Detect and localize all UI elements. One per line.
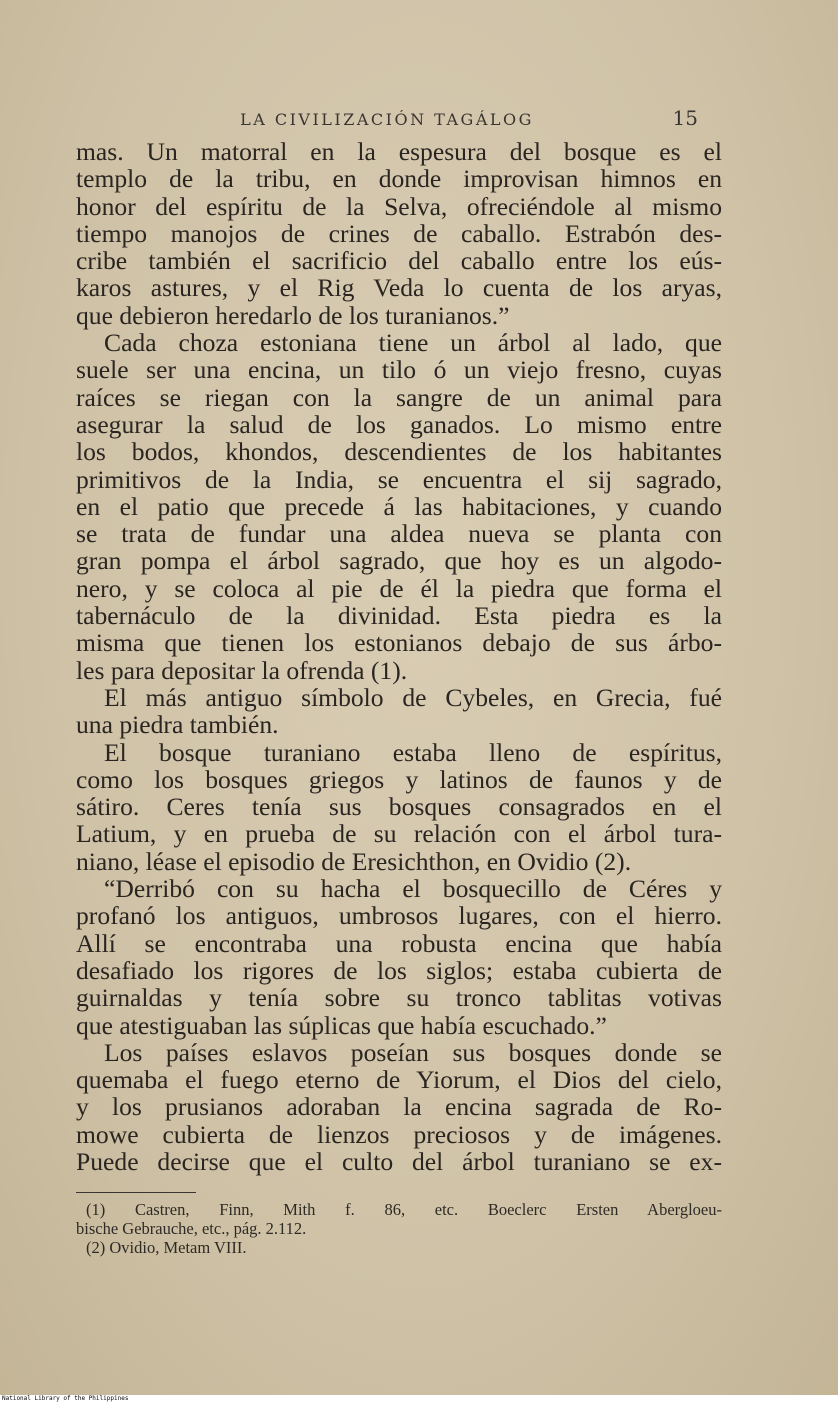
text-line: El más antiguo símbolo de Cybeles, en Grecia, fué: [104, 682, 722, 712]
text-line: honor del espíritu de la Selva, ofreciéndole al mismo: [76, 191, 722, 221]
text-line: profanó los antiguos, umbrosos lugares, con el hierro.: [76, 901, 722, 931]
text-line: nero, y se coloca al pie de él la piedra que forma el: [76, 573, 722, 603]
text-line: “Derribó con su hacha el bosquecillo de Céres y: [104, 874, 722, 904]
text-line: karos astures, y el Rig Veda lo cuenta de los aryas,: [76, 273, 722, 303]
text-line: misma que tienen los estonianos debajo de sus árbo-: [76, 628, 722, 658]
text-line: que debieron heredarlo de los turanianos.”: [76, 300, 510, 330]
text-line: Los países eslavos poseían sus bosques donde se: [104, 1037, 722, 1067]
text-line: gran pompa el árbol sagrado, que hoy es un algodo-: [76, 546, 722, 576]
text-line: quemaba el fuego eterno de Yiorum, el Dios del cielo,: [76, 1065, 722, 1095]
text-line: guirnaldas y tenía sobre su tronco tablitas votivas: [76, 983, 722, 1013]
text-line: Puede decirse que el culto del árbol turaniano se ex-: [76, 1146, 722, 1176]
text-line: niano, léase el episodio de Eresichthon, en Ovidio (2).: [76, 846, 632, 876]
footnote-line: bische Gebrauche, etc., pág. 2.112.: [76, 1219, 307, 1238]
text-line: El bosque turaniano estaba lleno de espíritus,: [104, 737, 722, 767]
body-text: [76, 138, 722, 1175]
text-line: templo de la tribu, en donde improvisan himnos en: [76, 164, 722, 194]
text-line: una piedra también.: [76, 710, 279, 740]
text-line: asegurar la salud de los ganados. Lo mismo entre: [76, 409, 722, 439]
text-line: que atestiguaban las súplicas que había escuchado.”: [76, 1010, 607, 1040]
text-line: les para depositar la ofrenda (1).: [76, 655, 408, 685]
text-line: se trata de fundar una aldea nueva se planta con: [76, 519, 722, 549]
text-line: raíces se riegan con la sangre de un animal para: [76, 382, 722, 412]
text-line: suele ser una encina, un tilo ó un viejo fresno, cuyas: [76, 355, 722, 385]
text-line: mowe cubierta de lienzos preciosos y de imágenes.: [76, 1119, 722, 1149]
footnote-line: (2) Ovidio, Metam VIII.: [86, 1238, 247, 1257]
text-line: primitivos de la India, se encuentra el sij sagrado,: [76, 464, 722, 494]
library-credit: National Library of the Philippines: [2, 1395, 129, 1402]
text-line: Cada choza estoniana tiene un árbol al lado, que: [104, 328, 722, 358]
text-line: y los prusianos adoraban la encina sagrada de Ro-: [76, 1092, 722, 1122]
text-line: Allí se encontraba una robusta encina que había: [76, 928, 722, 958]
text-line: desafiado los rigores de los siglos; estaba cubierta de: [76, 955, 722, 985]
page-number: 15: [672, 106, 698, 130]
text-line: tabernáculo de la divinidad. Esta piedra es la: [76, 601, 722, 631]
page-header: [76, 106, 698, 136]
footnotes: [76, 1200, 722, 1257]
text-line: mas. Un matorral en la espesura del bosque es el: [76, 137, 722, 166]
text-line: Latium, y en prueba de su relación con el árbol tura-: [76, 819, 722, 849]
text-line: los bodos, khondos, descendientes de los habitantes: [76, 437, 722, 467]
text-line: tiempo manojos de crines de caballo. Estrabón des-: [76, 218, 722, 248]
footnote-rule: [76, 1192, 196, 1193]
text-line: como los bosques griegos y latinos de faunos y de: [76, 764, 722, 794]
text-line: sátiro. Ceres tenía sus bosques consagrados en el: [76, 792, 722, 822]
text-line: en el patio que precede á las habitaciones, y cuando: [76, 491, 722, 521]
running-title: LA CIVILIZACIÓN TAGÁLOG: [240, 110, 534, 129]
footnote-line: (1) Castren, Finn, Mith f. 86, etc. Boeclerc Ersten Abergloeu-: [86, 1200, 722, 1219]
credit-bar: [0, 1395, 838, 1403]
text-line: cribe también el sacrificio del caballo entre los eús-: [76, 246, 722, 276]
